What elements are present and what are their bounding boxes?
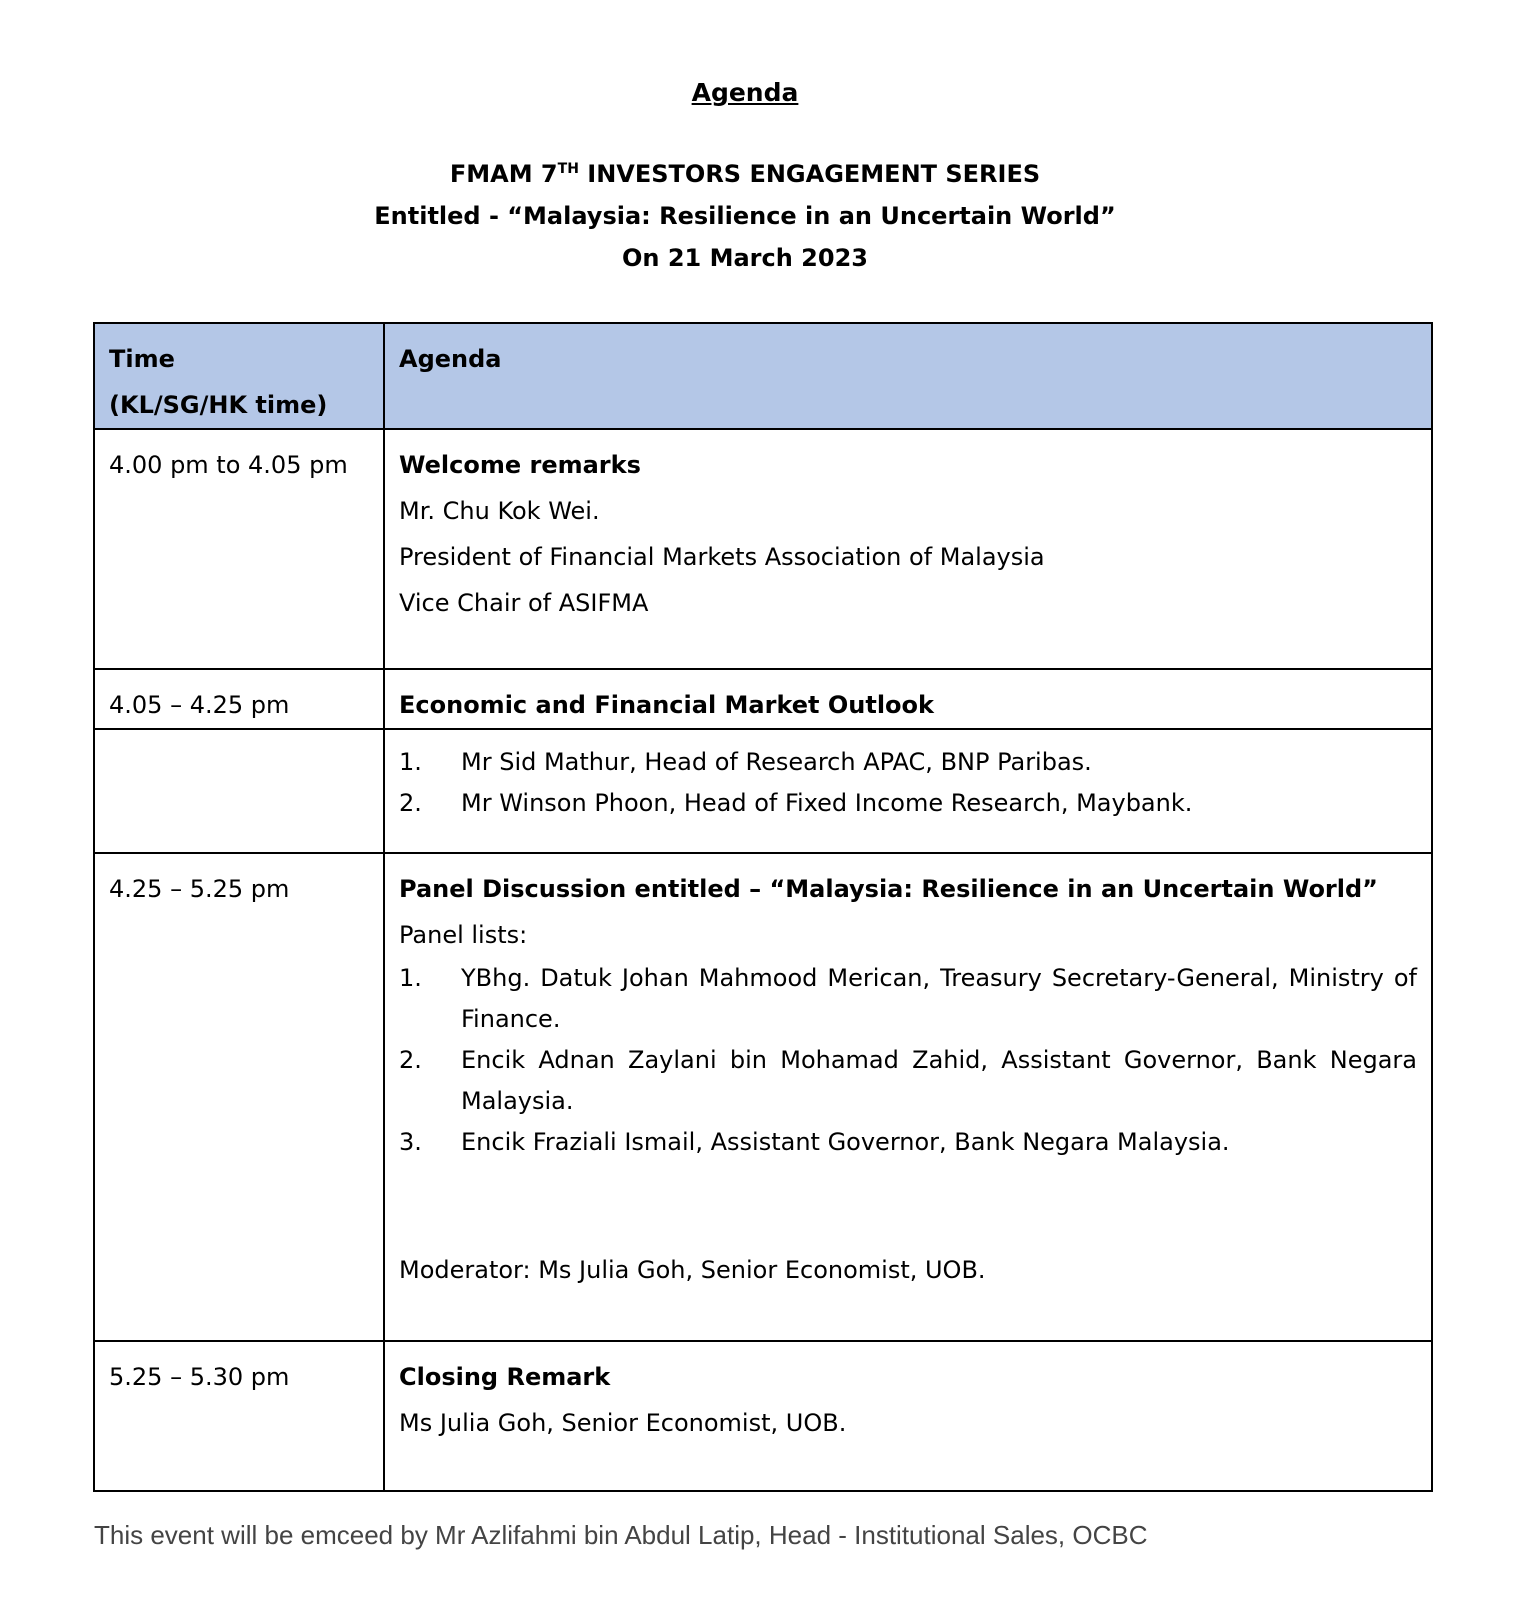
agenda-cell xyxy=(384,429,1432,669)
header-agenda-cell xyxy=(384,323,1432,429)
moderator: Moderator: Ms Julia Goh, Senior Economist, UOB. xyxy=(399,1256,986,1284)
list-number: 2. xyxy=(399,789,422,817)
table-row xyxy=(94,669,1432,729)
time-cell xyxy=(94,729,384,853)
session-title: Closing Remark xyxy=(399,1363,611,1391)
event-title: Entitled - “Malaysia: Resilience in an Uncertain World” xyxy=(374,202,1116,230)
agenda-cell xyxy=(384,853,1432,1341)
table-row xyxy=(94,853,1432,1341)
emcee-note: This event will be emceed by Mr Azlifahmi bin Abdul Latip, Head - Institutional Sales, OCBC xyxy=(94,1520,1148,1550)
header-timezone-label: (KL/SG/HK time) xyxy=(109,391,328,419)
time-cell: 4.25 – 5.25 pm xyxy=(94,853,384,1341)
session-title: Economic and Financial Market Outlook xyxy=(399,691,934,719)
spacer xyxy=(399,1163,1417,1247)
speaker-name: Ms Julia Goh, Senior Economist, UOB. xyxy=(399,1409,847,1437)
list-item xyxy=(399,958,1417,1040)
time-cell: 5.25 – 5.30 pm xyxy=(94,1341,384,1491)
header-time-label: Time xyxy=(109,345,175,373)
event-date: On 21 March 2023 xyxy=(622,244,868,272)
speaker-role: President of Financial Markets Association of Malaysia xyxy=(399,543,1045,571)
list-number: 1. xyxy=(399,748,422,776)
series-heading xyxy=(0,160,1490,188)
agenda-cell xyxy=(384,729,1432,853)
session-title: Panel Discussion entitled – “Malaysia: Resilience in an Uncertain World” xyxy=(399,875,1378,903)
list-text: Mr Winson Phoon, Head of Fixed Income Research, Maybank. xyxy=(461,789,1193,817)
list-item xyxy=(399,742,1417,783)
list-item xyxy=(399,1040,1417,1122)
series-heading-suffix: INVESTORS ENGAGEMENT SERIES xyxy=(578,160,1041,188)
panel-list-label: Panel lists: xyxy=(399,921,528,949)
list-text: Encik Fraziali Ismail, Assistant Governor, Bank Negara Malaysia. xyxy=(461,1128,1230,1156)
series-heading-prefix: FMAM 7 xyxy=(449,160,558,188)
session-title: Welcome remarks xyxy=(399,451,641,479)
time-cell: 4.05 – 4.25 pm xyxy=(94,669,384,729)
agenda-cell xyxy=(384,669,1432,729)
table-row xyxy=(94,429,1432,669)
list-number: 3. xyxy=(399,1128,422,1156)
speaker-list xyxy=(399,742,1417,824)
header-time-cell xyxy=(94,323,384,429)
header-agenda-label: Agenda xyxy=(399,345,502,373)
list-number: 2. xyxy=(399,1046,422,1074)
list-text: YBhg. Datuk Johan Mahmood Merican, Treasury Secretary-General, Ministry of Finance. xyxy=(461,964,1417,1033)
list-item xyxy=(399,783,1417,824)
list-text: Mr Sid Mathur, Head of Research APAC, BNP Paribas. xyxy=(461,748,1092,776)
document-title: Agenda xyxy=(691,78,799,107)
table-header-row xyxy=(94,323,1432,429)
time-cell: 4.00 pm to 4.05 pm xyxy=(94,429,384,669)
series-heading-superscript: TH xyxy=(557,161,579,177)
panelist-list xyxy=(399,958,1417,1163)
list-item xyxy=(399,1122,1417,1163)
speaker-name: Mr. Chu Kok Wei. xyxy=(399,497,600,525)
list-number: 1. xyxy=(399,964,422,992)
agenda-cell xyxy=(384,1341,1432,1491)
table-row xyxy=(94,729,1432,853)
list-text: Encik Adnan Zaylani bin Mohamad Zahid, Assistant Governor, Bank Negara Malaysia. xyxy=(461,1046,1417,1115)
agenda-table xyxy=(93,322,1433,1492)
table-row xyxy=(94,1341,1432,1491)
speaker-role: Vice Chair of ASIFMA xyxy=(399,589,649,617)
